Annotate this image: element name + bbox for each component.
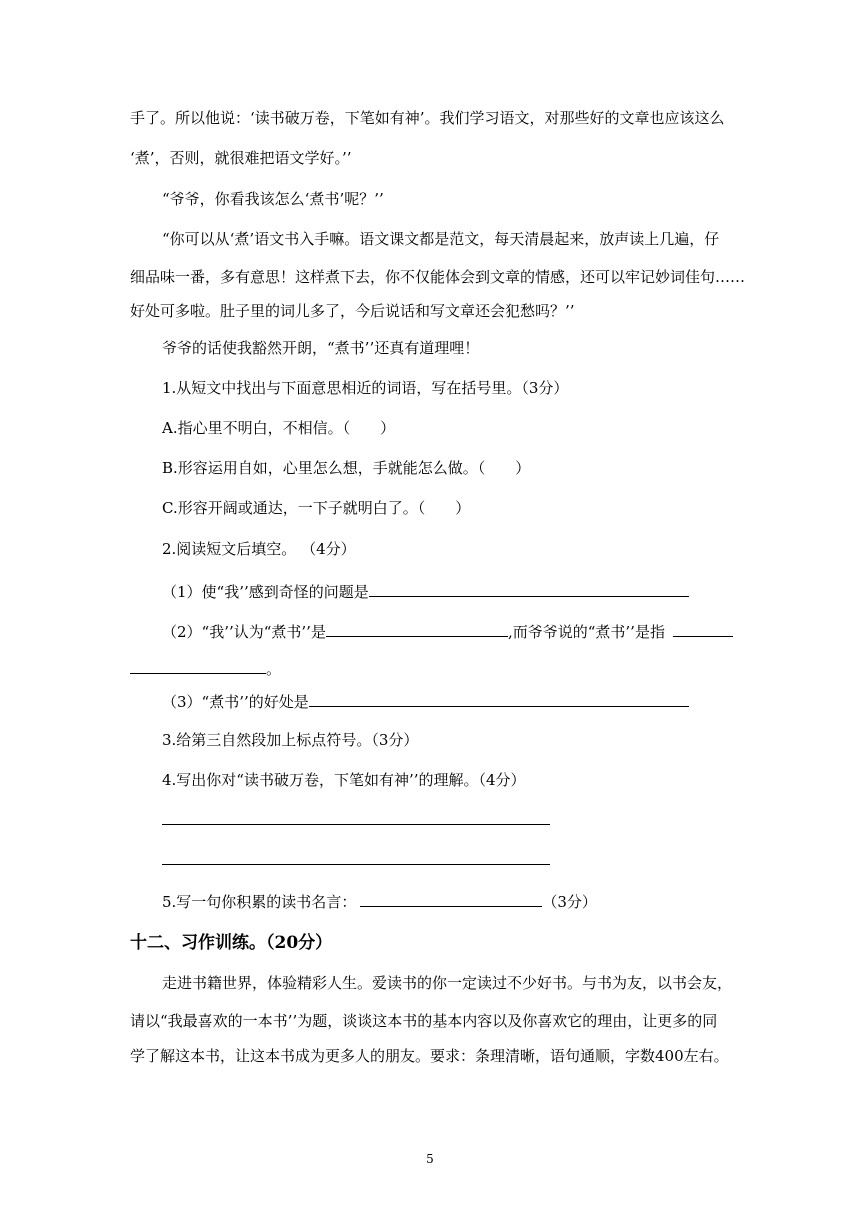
q2-sub2-blank2-cont[interactable]	[130, 657, 266, 674]
page-number: 5	[426, 1152, 434, 1166]
question-5	[162, 890, 597, 912]
q2-sub2	[162, 620, 733, 642]
q2-sub1	[162, 580, 689, 602]
story-p3-line2: 细品味一番，多有意思！这样煮下去，你不仅能体会到文章的情感，还可以牢记妙词佳句……	[130, 268, 746, 286]
q2-sub2-blank2[interactable]	[673, 620, 733, 637]
q3-title: 3.给第三自然段加上标点符号。（3分）	[162, 731, 419, 749]
q5-title: 5.写一句你积累的读书名言：	[162, 893, 357, 911]
q2-title: 2.阅读短文后填空。 （4分）	[162, 540, 356, 558]
story-p4: 爷爷的话使我豁然开朗，“煮书’’还真有道理哩！	[162, 339, 480, 357]
q2-sub1-text: （1）使“我’’感到奇怪的问题是	[162, 583, 369, 601]
story-p2: “爷爷，你看我该怎么‘煮书’呢？’’	[162, 190, 384, 208]
q2-sub3-blank[interactable]	[309, 690, 689, 707]
section12-heading: 十二、习作训练。（20分）	[130, 933, 333, 953]
q1-item-a: A.指心里不明白，不相信。（ ）	[162, 419, 396, 437]
q2-sub2-text-a: （2）“我’’认为“煮书’’是	[162, 623, 326, 641]
q1-item-b: B.形容运用自如，心里怎么想，手就能怎么做。（ ）	[162, 459, 531, 477]
q2-sub2-text-b: ,而爷爷说的“煮书’’是指	[507, 623, 665, 641]
q2-sub2-blank1[interactable]	[326, 620, 508, 637]
story-p3-line3: 好处可多啦。肚子里的词儿多了，今后说话和写文章还会犯愁吗？’’	[130, 302, 575, 320]
q2-sub3	[162, 690, 689, 712]
q2-sub3-text: （3）“煮书’’的好处是	[162, 693, 309, 711]
q2-sub1-blank[interactable]	[369, 580, 689, 597]
section12-line2: 请以“我最喜欢的一本书’’为题，谈谈这本书的基本内容以及你喜欢它的理由，让更多的同	[130, 1012, 718, 1030]
q2-sub2-cont	[130, 657, 281, 679]
story-p1-line2: ‘煮’，否则，就很难把语文学好。’’	[130, 149, 352, 167]
section12-line1: 走进书籍世界，体验精彩人生。爱读书的你一定读过不少好书。与书为友，以书会友，	[162, 974, 733, 992]
story-p1-line1: 手了。所以他说：‘读书破万卷，下笔如有神’。我们学习语文，对那些好的文章也应该这么	[130, 109, 725, 127]
q5-blank[interactable]	[360, 890, 542, 907]
section12-line3: 学了解这本书，让这本书成为更多人的朋友。要求：条理清晰，语句通顺，字数400左右。	[130, 1047, 729, 1065]
q4-answer-line-1[interactable]	[162, 824, 550, 825]
q5-score: （3分）	[542, 893, 597, 911]
q4-answer-line-2[interactable]	[162, 864, 550, 865]
story-p3-line1: “你可以从‘煮’语文书入手嘛。语文课文都是范文，每天清晨起来，放声读上几遍，仔	[162, 230, 720, 248]
q4-title: 4.写出你对“读书破万卷，下笔如有神’’的理解。（4分）	[162, 771, 526, 789]
q2-sub2-end: 。	[266, 660, 282, 678]
q1-item-c: C.形容开阔或通达，一下子就明白了。（ ）	[162, 499, 471, 517]
q1-title: 1.从短文中找出与下面意思相近的词语，写在括号里。（3分）	[162, 379, 569, 397]
